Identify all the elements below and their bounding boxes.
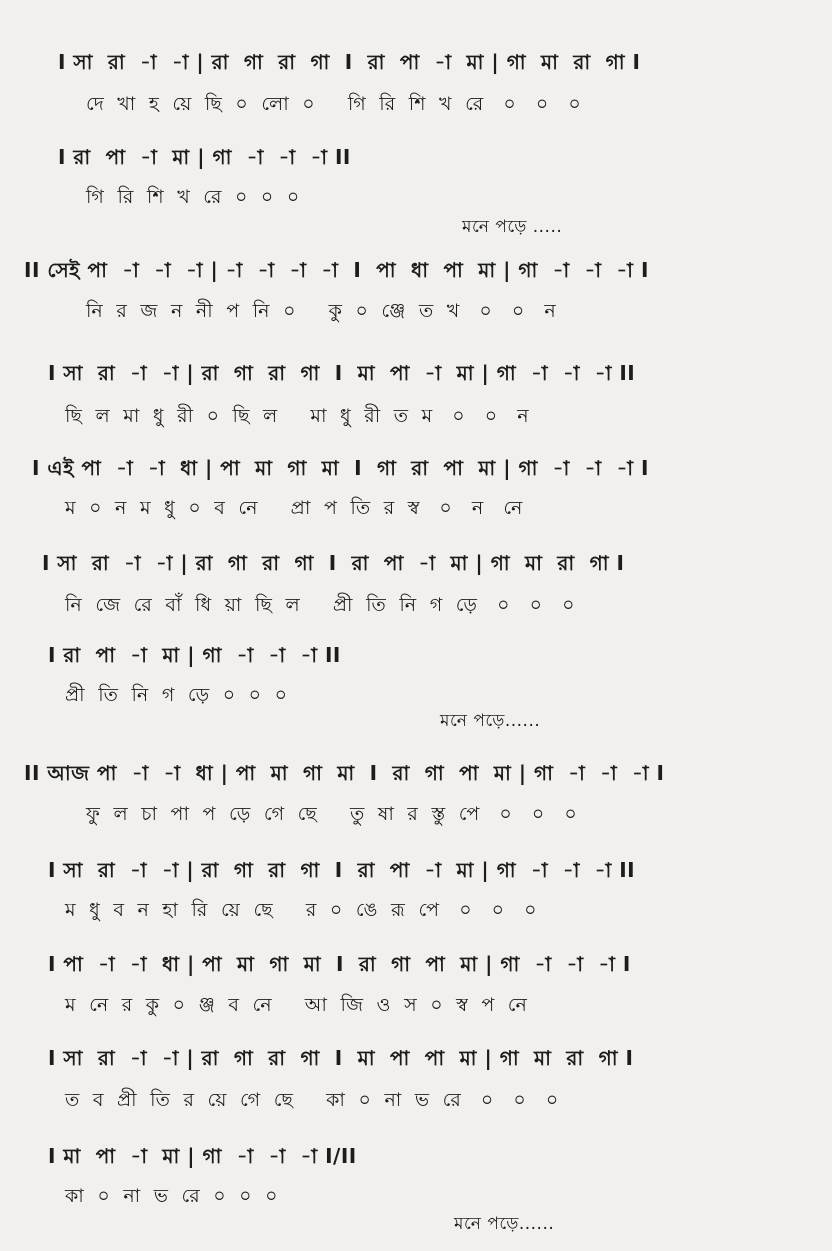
lyric-line: নি জে রে বাঁ ধি য়া ছি ল প্রী তি নি গ ড়ে ০ ০ ০ — [65, 594, 575, 616]
lyric-line: কা ০ না ভ রে ০ ০ ০ — [65, 1185, 278, 1207]
notation-line: I সা রা -া -া | রা গা রা গা I মা পা -া মা | গা -া -া -া II — [48, 361, 636, 385]
notation-line: II সেই পা -া -া -া | -া -া -া -া I পা ধা পা মা | গা -া -া -া I — [24, 258, 649, 282]
notation-line: I মা পা -া মা | গা -া -া -া I/II — [48, 1144, 357, 1168]
refrain-label: মনে পড়ে...... — [440, 711, 541, 731]
lyric-line: ম নে র কু ০ ঞ্জ ব নে আ জি ও স ০ স্ব প নে — [65, 994, 528, 1016]
notation-line: I পা -া -া ধা | পা মা গা মা I রা গা পা মা | গা -া -া -া I — [48, 952, 631, 976]
lyric-line: ছি ল মা ধু রী ০ ছি ল মা ধু রী ত ম ০ ০ ন — [65, 405, 530, 427]
lyric-line: নি র জ ন নী প নি ০ কু ০ ঞ্জে ত খ ০ ০ ন — [86, 300, 557, 322]
notation-line: I রা পা -া মা | গা -া -া -া II — [48, 643, 341, 667]
notation-line: I সা রা -া -া | রা গা রা গা I রা পা -া মা | গা মা রা গা I — [58, 50, 641, 74]
notation-line: I সা রা -া -া | রা গা রা গা I রা পা -া মা | গা -া -া -া II — [48, 858, 636, 882]
lyric-line: গি রি শি খ রে ০ ০ ০ — [86, 186, 300, 208]
notation-line: I রা পা -া মা | গা -া -া -া II — [58, 145, 351, 169]
lyric-line: ম ০ ন ম ধু ০ ব নে প্রা প তি র স্ব ০ ন নে — [65, 497, 523, 519]
notation-line: II আজ পা -া -া ধা | পা মা গা মা I রা গা পা মা | গা -া -া -া I — [24, 761, 665, 785]
lyric-line: দে খা হ য়ে ছি ০ লো ০ গি রি শি খ রে ০ ০ ০ — [86, 93, 582, 115]
lyric-line: ফু ল চা পা প ড়ে গে ছে তু ষা র স্তু পে ০ ০ ০ — [86, 803, 578, 825]
lyric-line: ম ধু ব ন হা রি য়ে ছে র ০ ঙে রূ পে ০ ০ ০ — [65, 899, 537, 921]
refrain-label: মনে পড়ে ..... — [462, 217, 563, 237]
lyric-line: প্রী তি নি গ ড়ে ০ ০ ০ — [65, 684, 288, 706]
refrain-label: মনে পড়ে...... — [454, 1214, 555, 1234]
notation-line: I সা রা -া -া | রা গা রা গা I রা পা -া মা | গা মা রা গা I — [42, 551, 625, 575]
lyric-line: ত ব প্রী তি র য়ে গে ছে কা ০ না ভ রে ০ ০ ০ — [65, 1089, 559, 1111]
notation-line: I এই পা -া -া ধা | পা মা গা মা I গা রা পা মা | গা -া -া -া I — [32, 456, 649, 480]
notation-line: I সা রা -া -া | রা গা রা গা I মা পা পা মা | গা মা রা গা I — [48, 1046, 634, 1070]
